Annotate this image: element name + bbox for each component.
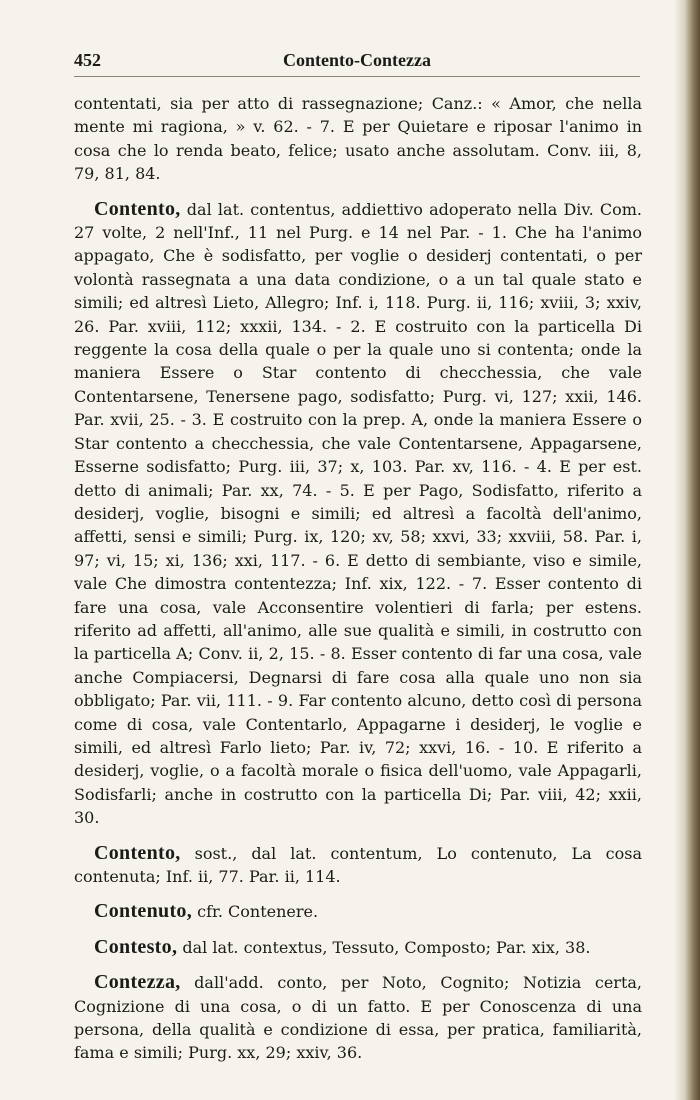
running-head: Contento-Contezza [283,50,431,70]
entry-text: contentati, sia per atto di rassegnazione; Canz.: « Amor, che nella mente mi ragiona, » v. 62. - 7. E per Quietare e riposar l'animo in cosa che lo renda beato, felice; usato anche assolutam. Conv. iii, 8, 79, 81, 84. [74,94,642,184]
entry-text: dal lat. contextus, Tessuto, Composto; Par. xix, 38. [177,937,591,957]
entry-contento-sost [74,842,642,889]
entry-continuation [74,92,642,186]
entry-text: dal lat. contentus, addiettivo adoperato nella Div. Com. 27 volte, 2 nell'Inf., 11 nel Purg. e 14 nel Par. - 1. Che ha l'animo appagato, Che è sodisfatto, per voglie o desiderj contentati, o per volontà rassegnata a una data condizione, o a un tal quale stato e simili; ed altresì Lieto, Allegro; Inf. i, 118. Purg. ii, 116; xviii, 3; xxiv, 26. Par. xviii, 112; xxxii, 134. - 2. E costruito con la particella Di reggente la cosa della quale o per la quale uno si contenta; onde la maniera Essere o Star contento di checchessia, che vale Contentarsene, Tenersene pago, sodisfatto; Purg. vi, 127; xxii, 146. Par. xvii, 25. - 3. E costruito con la prep. A, onde la maniera Essere o Star contento a checchessia, che vale Contentarsene, Appagarsene, Esserne sodisfatto; Purg. iii, 37; x, 103. Par. xv, 116. - 4. E per est. detto di animali; Par. xx, 74. - 5. E per Pago, Sodisfatto, riferito a desiderj, voglie, bisogni e simili; ed altresì a facoltà dell'animo, affetti, sensi e simili; Purg. ix, 120; xv, 58; xxvi, 33; xxviii, 58. Par. i, 97; vi, 15; xi, 136; xxi, 117. - 6. E detto di sembiante, viso e simile, vale Che dimostra contentezza; Inf. xix, 122. - 7. Esser contento di fare una cosa, vale Acconsentire volentieri di farla; per estens. riferito ad affetti, all'animo, alle sue qualità e simili, in costrutto con la particella A; Conv. ii, 2, 15. - 8. Esser contento di far una cosa, vale anche Compiacersi, Degnarsi di fare cosa alla quale uno non sia obbligato; Par. vii, 111. - 9. Far contento alcuno, detto così di persona come di cosa, vale Contentarlo, Appagarne i desiderj, le voglie e simili, ed altresì Farlo lieto; Par. iv, 72; xxvi, 16. - 10. E riferito a desiderj, voglie, o a facoltà morale o fisica dell'uomo, vale Appagarli, Sodisfarli; anche in costrutto con la particella Di; Par. viii, 42; xxii, 30. [74,199,642,828]
entry-contezza [74,971,642,1065]
page-body [74,92,642,1077]
entry-headword: Contesto, [94,935,178,958]
entry-text: sost., dal lat. contentum, Lo contenuto, La cosa contenuta; Inf. ii, 77. Par. ii, 114. [74,843,642,886]
book-binding-edge [674,0,700,1100]
entry-text: cfr. Contenere. [192,902,319,922]
entry-contenuto [74,900,642,923]
entry-contesto [74,936,642,959]
entry-contento-adj [74,198,642,830]
entry-text: dall'add. conto, per Noto, Cognito; Notizia certa, Cognizione di una cosa, o di un fatto. E per Conoscenza di una persona, della qualità e condizione di essa, per pratica, familiarità, fama e simili; Purg. xx, 29; xxiv, 36. [74,973,642,1063]
entry-headword: Contento, [94,197,181,220]
entry-headword: Contento, [94,841,181,864]
page-header [74,48,640,77]
entry-headword: Contezza, [94,971,181,994]
page-number: 452 [74,50,101,70]
entry-headword: Contenuto, [94,900,193,923]
